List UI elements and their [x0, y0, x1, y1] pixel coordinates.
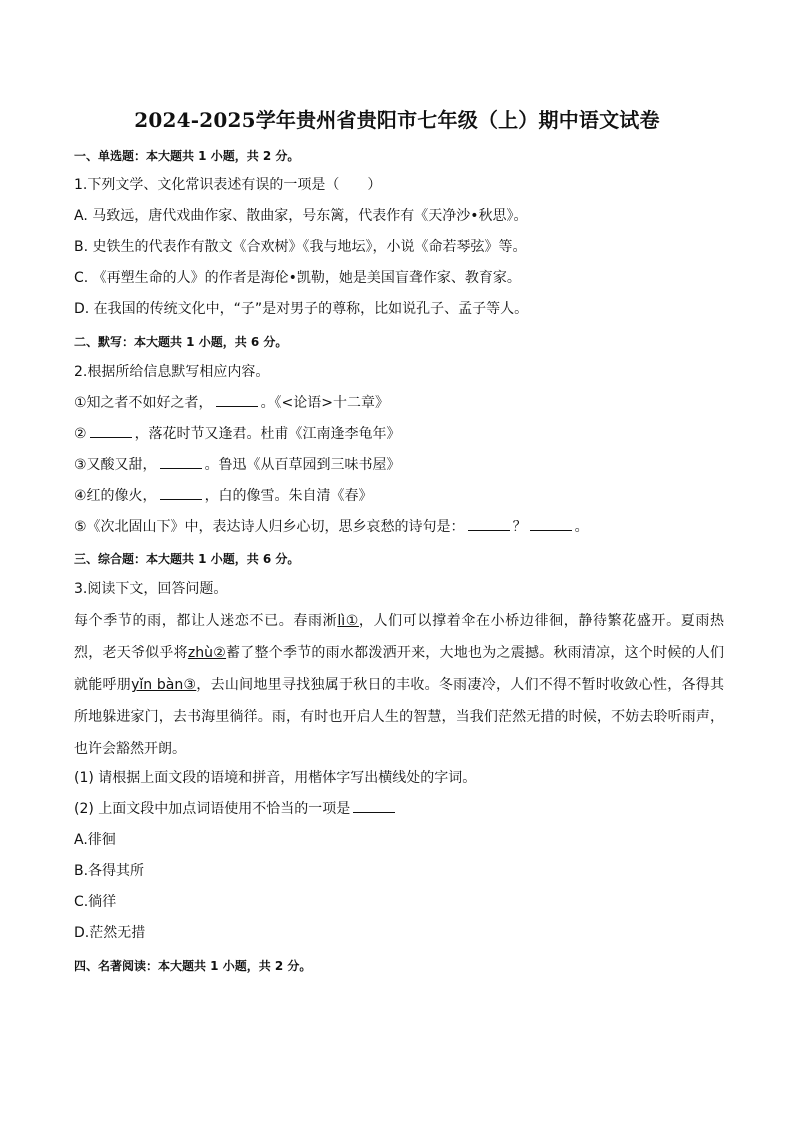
dictation-line-1-before: ①知之者不如好之者， [74, 395, 213, 411]
question-3-stem: 3.阅读下文，回答问题。 [74, 581, 228, 597]
dictation-line-4-before: ④红的像火， [74, 488, 157, 504]
dictation-line-5-after: 。 [574, 519, 589, 535]
answer-blank[interactable] [353, 800, 395, 813]
answer-blank[interactable] [216, 394, 258, 407]
dictation-line-1 [74, 394, 389, 412]
question-3-option-d: D.茫然无措 [74, 925, 146, 941]
dictation-line-3-before: ③又酸又甜， [74, 457, 157, 473]
sub-question-1: (1) 请根据上面文段的语境和拼音，用楷体字写出横线处的字词。 [74, 770, 477, 786]
dictation-line-5-mid: ？ [512, 519, 527, 535]
passage-text-3: 蓄了整个季节的雨水都泼洒开来，大地也为之震撼。秋雨清凉，这个时候的人们就能呼朋 [74, 645, 725, 693]
section-heading-2: 二、默写：本大题共 1 小题，共 6 分。 [74, 335, 288, 349]
dictation-line-1-after: 。《<论语>十二章》 [260, 395, 390, 411]
dictation-line-5-before: ⑤《次北固山下》中，表达诗人归乡心切，思乡哀愁的诗句是： [74, 519, 465, 535]
answer-blank[interactable] [160, 487, 202, 500]
pinyin-blank-2[interactable]: zhù② [187, 645, 227, 661]
question-1-option-c: C. 《再塑生命的人》的作者是海伦•凯勒，她是美国盲聋作家、教育家。 [74, 270, 521, 286]
question-3-option-c: C.徜徉 [74, 894, 117, 910]
passage-text-4: ，去山间地里寻找独属于秋日的丰收。冬雨凄冷，人们不得不暂时收敛心性，各得其所地躲进家门，去书海里徜徉。雨，有时也开启人生的智慧，当我们茫然无措的时候，不妨去聆听雨声，也许会豁然开朗。 [74, 677, 725, 757]
sub-question-2 [74, 800, 398, 818]
section-heading-4: 四、名著阅读：本大题共 1 小题，共 2 分。 [74, 959, 312, 973]
question-1-option-a: A. 马致远，唐代戏曲作家、散曲家，号东篱，代表作有《天净沙•秋思》。 [74, 208, 528, 224]
dictation-line-3 [74, 456, 401, 474]
dictation-line-2-after: ，落花时节又逢君。杜甫《江南逢李龟年》 [134, 426, 401, 442]
question-1-option-d: D. 在我国的传统文化中，“子”是对男子的尊称，比如说孔子、孟子等人。 [74, 301, 529, 317]
question-1-option-b: B. 史铁生的代表作有散文《合欢树》《我与地坛》，小说《命若琴弦》等。 [74, 239, 527, 255]
question-3-option-a: A.徘徊 [74, 832, 116, 848]
question-3-option-b: B.各得其所 [74, 863, 145, 879]
dictation-line-2 [74, 425, 401, 443]
answer-blank[interactable] [160, 456, 202, 469]
dictation-line-5 [74, 518, 589, 536]
pinyin-blank-1[interactable]: lì① [337, 613, 359, 629]
dictation-line-4 [74, 487, 373, 505]
sub-question-2-text: (2) 上面文段中加点词语使用不恰当的一项是 [74, 801, 351, 817]
pinyin-blank-3[interactable]: yǐn bàn③ [131, 677, 197, 693]
section-heading-1: 一、单选题：本大题共 1 小题，共 2 分。 [74, 149, 300, 163]
answer-blank[interactable] [90, 425, 132, 438]
question-2-stem: 2.根据所给信息默写相应内容。 [74, 364, 270, 380]
passage-text-2: ，人们可以撑着伞在小桥边徘徊，静待繁花盛开。夏雨热烈，老天爷似乎将 [74, 613, 725, 661]
dictation-line-4-after: ，白的像雪。朱自清《春》 [204, 488, 373, 504]
reading-passage [74, 605, 724, 765]
question-1-stem: 1.下列文学、文化常识表述有误的一项是（ ） [74, 177, 382, 193]
passage-text-1: 每个季节的雨，都让人迷恋不已。春雨淅 [74, 613, 338, 629]
page-title: 2024-2025学年贵州省贵阳市七年级（上）期中语文试卷 [134, 108, 660, 132]
answer-blank[interactable] [468, 518, 510, 531]
section-heading-3: 三、综合题：本大题共 1 小题，共 6 分。 [74, 552, 300, 566]
answer-blank[interactable] [530, 518, 572, 531]
dictation-line-3-after: 。鲁迅《从百草园到三味书屋》 [204, 457, 401, 473]
dictation-line-2-before: ② [74, 426, 87, 442]
